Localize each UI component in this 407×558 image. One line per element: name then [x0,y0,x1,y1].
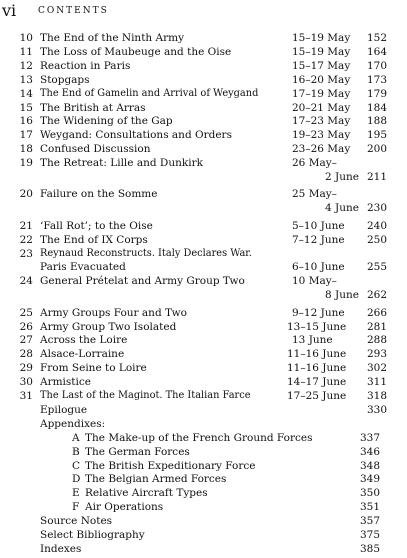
chapter-title: Failure on the Somme [40,188,158,201]
chapter-dates: 23–26 May [292,143,351,156]
chapter-entry [0,101,407,115]
chapter-entry [0,375,407,389]
chapter-entry [0,320,407,334]
chapter-title-continued: Paris Evacuated [40,261,126,274]
appendix-letter: B [72,445,80,458]
appendix-entry [0,472,407,486]
chapter-dates: 13–15 June [287,320,347,333]
appendix-letter: D [72,473,81,486]
chapter-dates: 14–17 June [287,376,347,389]
chapter-dates: 6–10 June [292,261,345,274]
chapter-entry [0,233,407,247]
chapter-entry [0,128,407,142]
chapter-entry [0,114,407,128]
bibliography-title: Select Bibliography [40,529,145,541]
chapter-dates: 10 May– [292,275,337,288]
chapter-dates: 15–19 May [292,32,351,44]
epilogue-page: 330 [366,403,387,416]
chapter-entry [0,347,407,361]
chapter-number: 28 [19,348,33,361]
appendix-entry [0,445,407,459]
chapter-entry-continued [0,260,407,274]
chapter-title: The Widening of the Gap [40,115,173,128]
chapter-title: General Prételat and Army Group Two [40,275,245,288]
chapter-title: Confused Discussion [40,143,151,156]
appendix-title: The Belgian Armed Forces [85,473,227,486]
appendix-page: 348 [359,459,380,472]
chapter-number: 26 [19,320,33,333]
chapter-number: 25 [19,306,33,319]
chapter-page: 211 [366,171,387,183]
appendix-page: 350 [359,487,380,500]
bibliography-entry [0,528,407,542]
chapter-number: 31 [19,390,33,402]
chapter-page: 200 [366,143,387,156]
chapter-entry [0,389,407,403]
chapter-dates: 26 May– [292,157,337,170]
chapter-title: The End of the Ninth Army [40,32,185,44]
chapter-page: 266 [366,306,387,319]
chapter-dates: 15–19 May [292,45,351,58]
chapter-dates-end: 2 June [325,171,359,183]
chapter-number: 29 [19,362,33,375]
chapter-number: 10 [19,32,33,44]
chapter-dates-end: 8 June [325,289,359,302]
chapter-title: Reynaud Reconstructs. Italy Declares War. [40,247,253,259]
chapter-title: Army Groups Four and Two [40,306,187,319]
chapter-entry [0,306,407,320]
chapter-dates-end: 4 June [325,202,359,215]
appendix-letter: F [72,501,80,514]
source-notes-title: Source Notes [40,515,113,528]
chapter-page: 170 [366,59,387,72]
chapter-title: The Retreat: Lille and Dunkirk [40,157,203,170]
chapter-page: 302 [366,362,387,375]
chapter-number: 21 [19,219,33,232]
appendix-entry [0,486,407,500]
epilogue-title: Epilogue [40,403,88,416]
chapter-title: ‘Fall Rot’; to the Oise [40,219,153,232]
chapter-title: Stopgaps [40,73,90,86]
page-folio: vi [2,1,17,20]
chapter-number: 15 [19,101,33,114]
chapter-entry [0,333,407,347]
appendix-letter: E [72,487,80,500]
bibliography-page: 375 [359,529,380,541]
chapter-entry-continued [0,201,407,215]
running-header: CONTENTS [38,6,109,16]
chapter-number: 23 [19,247,33,260]
chapter-dates: 17–25 June [287,390,347,402]
indexes-page: 385 [359,542,380,555]
chapter-entry [0,59,407,73]
chapter-entry [0,31,407,45]
chapter-dates: 11–16 June [287,348,347,361]
chapter-entry [0,73,407,87]
chapter-title: Alsace-Lorraine [40,348,125,361]
chapter-entry [0,187,407,201]
chapter-title: The British at Arras [40,101,146,114]
chapter-dates: 13 June [292,334,333,347]
chapter-page: 250 [366,233,387,246]
chapter-title: Across the Loire [40,334,128,347]
chapter-dates: 17–23 May [292,115,351,128]
appendix-letter: A [72,431,80,444]
chapter-dates: 7–12 June [292,233,345,246]
chapter-title: Armistice [40,376,91,389]
chapter-entry [0,361,407,375]
appendix-title: The Make-up of the French Ground Forces [85,431,313,444]
appendix-letter: C [72,459,81,472]
appendix-title: Relative Aircraft Types [85,487,208,500]
chapter-title: The Loss of Maubeuge and the Oise [40,45,232,58]
chapter-page: 195 [366,129,387,142]
appendix-title: The German Forces [85,445,190,458]
chapter-dates: 15–17 May [292,59,351,72]
chapter-entry [0,45,407,59]
chapter-entry [0,142,407,156]
indexes-title: Indexes [40,542,82,555]
chapter-dates: 11–16 June [287,362,347,375]
source-notes-entry [0,514,407,528]
chapter-title: From Seine to Loire [40,362,147,375]
chapter-entry [0,87,407,101]
chapter-page: 311 [366,376,387,389]
appendix-page: 346 [359,445,380,458]
chapter-page: 184 [366,101,387,114]
chapter-entry [0,219,407,233]
chapter-title: The Last of the Maginot. The Italian Farce [40,390,251,401]
chapter-entry [0,247,407,261]
appendix-title: Air Operations [85,501,164,514]
chapter-page: 240 [366,219,387,232]
chapter-number: 13 [19,73,33,86]
chapter-page: 281 [366,320,387,333]
appendix-entry [0,431,407,445]
chapter-number: 12 [19,59,33,72]
chapter-number: 14 [19,87,33,100]
chapter-title: The End of IX Corps [40,233,148,246]
chapter-number: 27 [19,334,33,347]
chapter-dates: 25 May– [292,188,337,201]
chapter-number: 18 [19,143,33,156]
chapter-title: The End of Gamelin and Arrival of Weygand [40,87,259,99]
appendix-entry [0,459,407,473]
source-notes-page: 357 [359,515,380,528]
chapter-page: 230 [366,202,387,215]
chapter-entry-continued [0,170,407,184]
chapter-entry [0,274,407,288]
chapter-dates: 20–21 May [292,101,351,114]
chapter-number: 30 [19,376,33,389]
chapter-number: 17 [19,129,33,142]
chapter-page: 152 [366,32,387,44]
appendix-page: 349 [359,473,380,486]
chapter-page: 262 [366,289,387,302]
chapter-entry-continued [0,288,407,302]
chapter-page: 288 [366,334,387,347]
chapter-entry [0,156,407,170]
chapter-page: 255 [366,261,387,274]
chapter-dates: 19–23 May [292,129,351,142]
chapter-page: 318 [366,390,387,402]
chapter-dates: 17–19 May [292,87,351,100]
chapter-title: Weygand: Consultations and Orders [40,129,232,142]
chapter-number: 16 [19,115,33,128]
chapter-page: 164 [366,45,387,58]
chapter-page: 179 [366,87,387,100]
chapter-number: 19 [19,157,33,170]
indexes-entry [0,542,407,556]
chapter-number: 24 [19,275,33,288]
appendixes-heading [0,417,407,431]
chapter-number: 20 [19,188,33,201]
chapter-title: Army Group Two Isolated [40,320,177,333]
chapter-number: 22 [19,233,33,246]
appendix-title: The British Expeditionary Force [85,459,256,472]
appendix-page: 337 [359,431,380,444]
chapter-dates: 16–20 May [292,73,351,86]
appendix-entry [0,500,407,514]
appendix-page: 351 [359,501,380,514]
chapter-page: 188 [366,115,387,128]
chapter-number: 11 [19,45,33,58]
epilogue-entry [0,403,407,417]
chapter-page: 173 [366,73,387,86]
appendixes-label: Appendixes: [40,417,106,430]
chapter-page: 293 [366,348,387,361]
chapter-dates: 5–10 June [292,219,345,232]
chapter-title: Reaction in Paris [40,59,131,72]
chapter-dates: 9–12 June [292,306,345,319]
